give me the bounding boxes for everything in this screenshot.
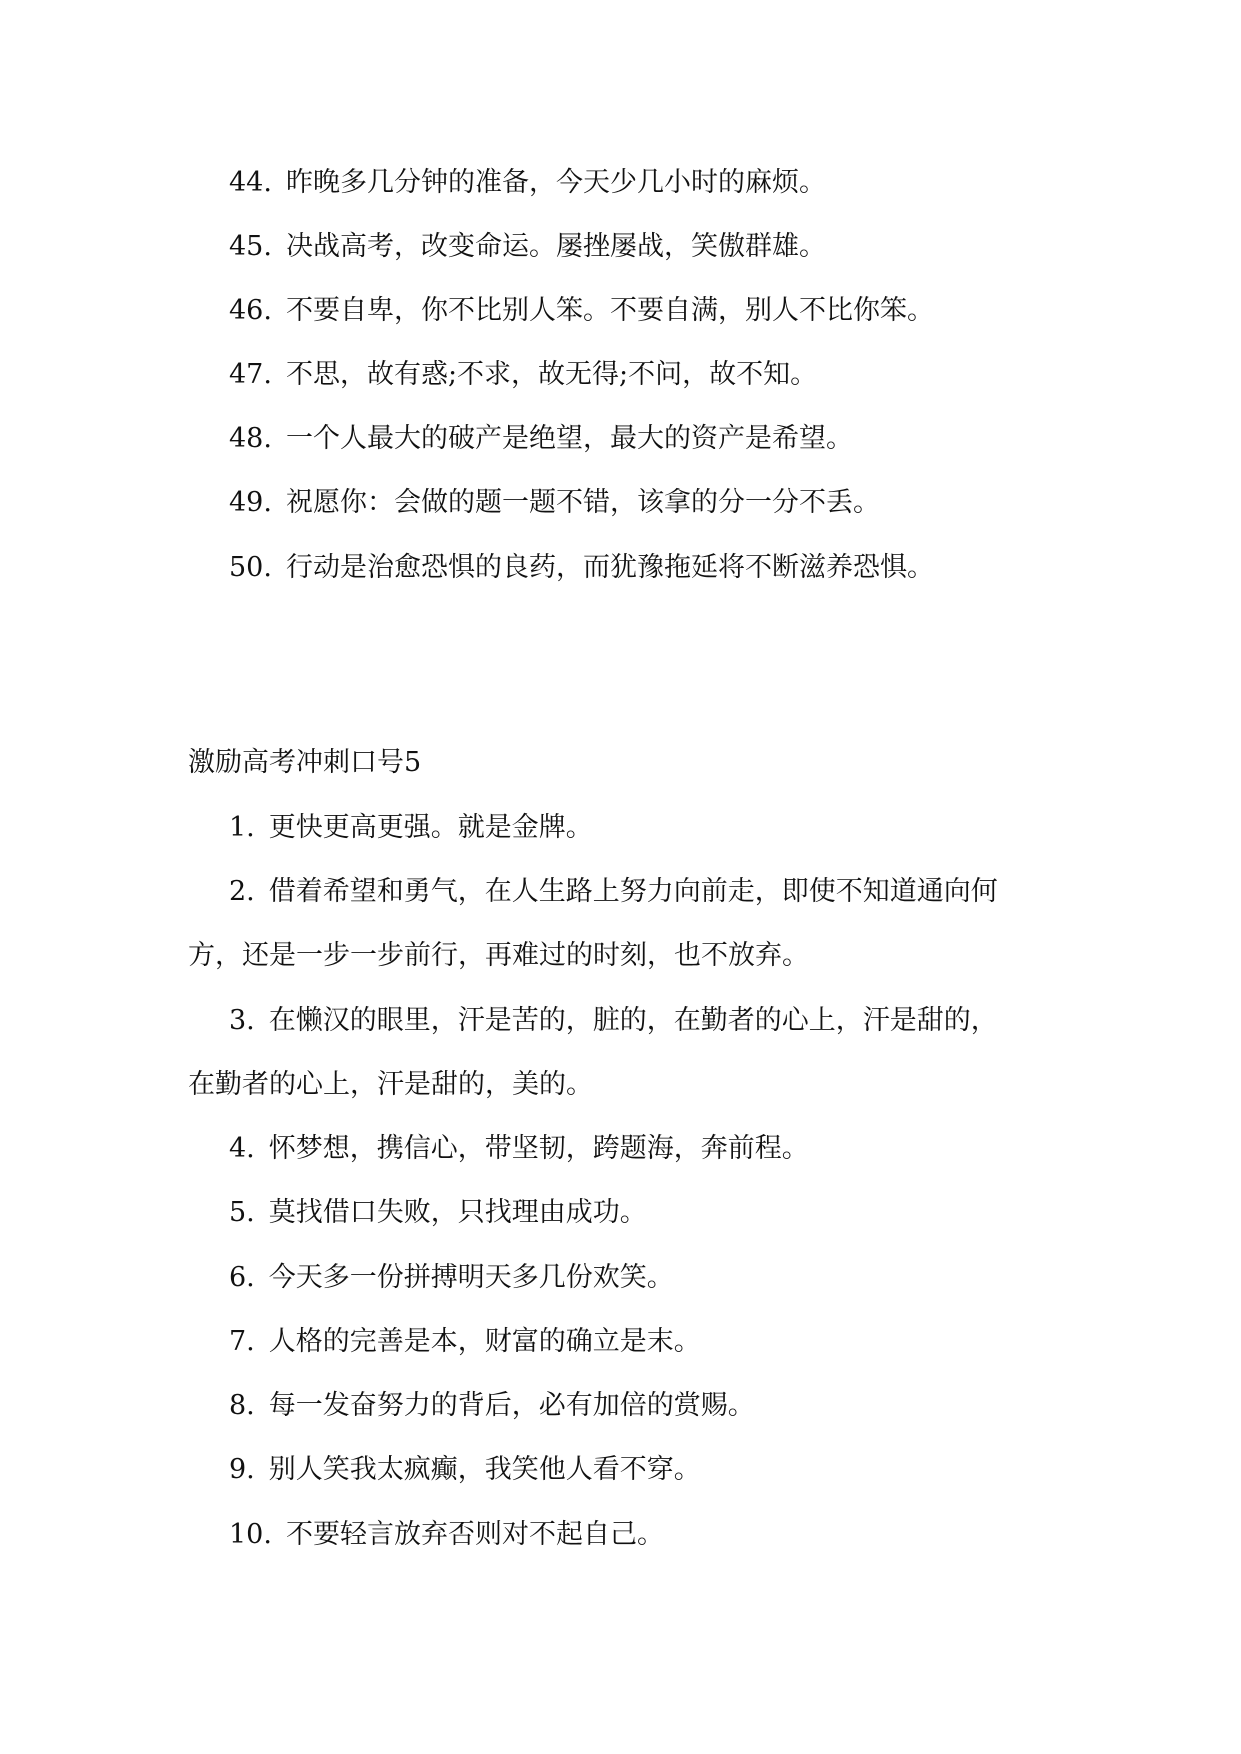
item-number: 9. (229, 1454, 255, 1485)
item-text: 一个人最大的破产是绝望，最大的资产是希望。 (285, 423, 853, 454)
item-number: 5. (229, 1197, 255, 1228)
list-item (229, 1129, 809, 1169)
item-text: 人格的完善是本，财富的确立是末。 (268, 1326, 701, 1357)
list-item (229, 1258, 674, 1298)
list-item (229, 483, 880, 523)
item-number: 49. (229, 487, 272, 518)
list-item (229, 808, 593, 848)
item-number: 6. (229, 1262, 255, 1293)
item-text: 行动是治愈恐惧的良药，而犹豫拖延将不断滋养恐惧。 (285, 552, 934, 583)
item-text: 祝愿你：会做的题一题不错，该拿的分一分不丢。 (285, 487, 880, 518)
item-text: 怀梦想，携信心，带坚韧，跨题海，奔前程。 (268, 1133, 809, 1164)
item-text: 在懒汉的眼里，汗是苦的，脏的，在勤者的心上，汗是甜的， (268, 1005, 998, 1036)
item-text: 昨晚多几分钟的准备，今天少几小时的麻烦。 (285, 167, 826, 198)
item-number: 48. (229, 423, 272, 454)
item-number: 46. (229, 295, 272, 326)
item-text: 决战高考，改变命运。屡挫屡战，笑傲群雄。 (285, 231, 826, 262)
list-item (229, 1322, 701, 1362)
item-number: 47. (229, 359, 272, 390)
list-item-continuation: 在勤者的心上，汗是甜的，美的。 (188, 1069, 593, 1100)
item-text: 每一发奋努力的背后，必有加倍的赏赐。 (268, 1390, 755, 1421)
list-item (229, 1386, 755, 1426)
item-number: 7. (229, 1326, 255, 1357)
item-text: 不要自卑，你不比别人笨。不要自满，别人不比你笨。 (285, 295, 934, 326)
item-text: 莫找借口失败，只找理由成功。 (268, 1197, 647, 1228)
item-number: 8. (229, 1390, 255, 1421)
list-item (229, 291, 934, 331)
item-text: 借着希望和勇气，在人生路上努力向前走，即使不知道通向何 (268, 876, 998, 907)
list-item (229, 548, 934, 588)
item-number: 10. (229, 1519, 272, 1550)
list-item (229, 1450, 701, 1490)
list-item (229, 419, 853, 459)
list-item (229, 872, 998, 912)
item-text: 不思，故有惑;不求，故无得;不问，故不知。 (285, 359, 818, 390)
item-text: 更快更高更强。就是金牌。 (268, 812, 593, 843)
item-text: 今天多一份拼搏明天多几份欢笑。 (268, 1262, 674, 1293)
section-heading: 激励高考冲刺口号5 (188, 747, 422, 778)
list-item-continuation: 方，还是一步一步前行，再难过的时刻，也不放弃。 (188, 940, 809, 971)
item-number: 50. (229, 552, 272, 583)
item-number: 3. (229, 1005, 255, 1036)
list-item (229, 163, 826, 203)
list-item (229, 1515, 664, 1555)
list-item (229, 355, 817, 395)
item-number: 44. (229, 167, 272, 198)
item-number: 45. (229, 231, 272, 262)
item-text: 不要轻言放弃否则对不起自己。 (285, 1519, 664, 1550)
list-item (229, 1193, 647, 1233)
list-item (229, 1001, 998, 1041)
item-number: 4. (229, 1133, 255, 1164)
item-number: 2. (229, 876, 255, 907)
list-item (229, 227, 826, 267)
item-text: 别人笑我太疯癫，我笑他人看不穿。 (268, 1454, 701, 1485)
item-number: 1. (229, 812, 255, 843)
